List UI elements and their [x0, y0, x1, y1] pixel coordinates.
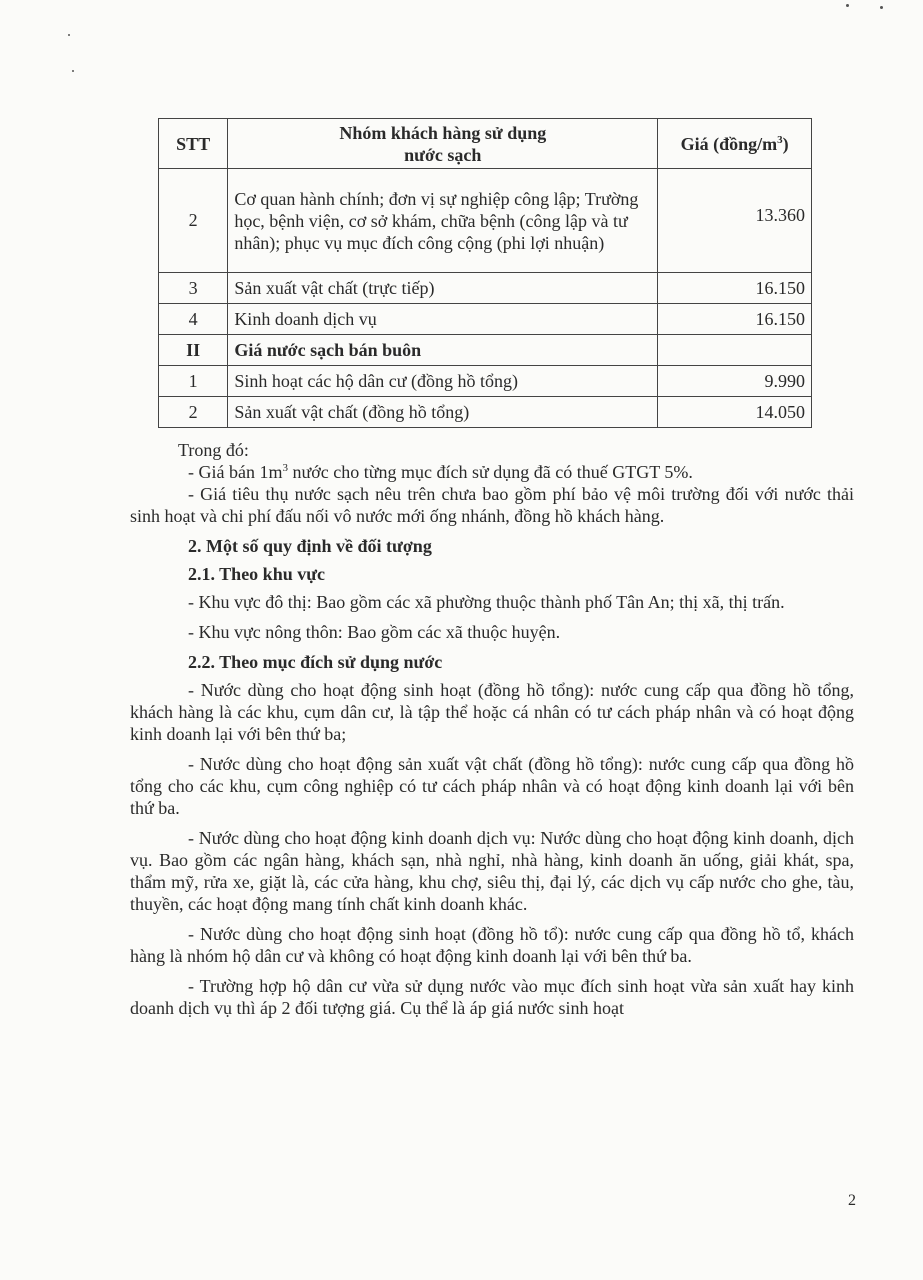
document-body: [130, 439, 854, 1019]
paragraph-mixed-use: - Trường hợp hộ dân cư vừa sử dụng nước vào mục đích sinh hoạt vừa sản xuất hay kinh doanh dịch vụ thì áp 2 đối tượng giá. Cụ thể là áp giá nước sinh hoạt: [130, 976, 854, 1018]
water-price-table: [158, 118, 812, 428]
paragraph-business-service: - Nước dùng cho hoạt động kinh doanh dịch vụ: Nước dùng cho hoạt động kinh doanh, dịch vụ. Bao gồm các ngân hàng, khách sạn, nhà nghỉ, nhà hàng, kinh doanh ăn uống, giải khát, spa, thẩm mỹ, rửa xe, giặt là, các cửa hàng, khu chợ, siêu thị, đại lý, các dịch vụ cấp nước cho ghe, tàu, thuyền, các hoạt động mang tính chất kinh doanh khác.: [130, 828, 854, 914]
note-vat-a: - Giá bán 1m: [188, 462, 283, 482]
header-stt: STT: [159, 119, 228, 169]
row-price: 16.150: [658, 273, 812, 304]
row-stt: 4: [159, 304, 228, 335]
table-row: [159, 273, 812, 304]
table-row: [159, 304, 812, 335]
row-price: 9.990: [658, 366, 812, 397]
table-row: [159, 169, 812, 273]
paragraph-rural-area: - Khu vực nông thôn: Bao gồm các xã thuộc huyện.: [188, 622, 561, 642]
row-name: Sản xuất vật chất (đồng hồ tổng): [228, 397, 658, 428]
header-group-line2: nước sạch: [404, 144, 482, 165]
row-price: 13.360: [658, 169, 812, 273]
notes-intro: Trong đó:: [178, 440, 249, 460]
scan-speck: [880, 6, 883, 9]
row-name: Kinh doanh dịch vụ: [228, 304, 658, 335]
header-price-sup: 3: [777, 133, 783, 146]
table-section-row: [159, 335, 812, 366]
header-customer-group: [228, 119, 658, 169]
section-heading-2: 2. Một số quy định về đối tượng: [188, 536, 432, 556]
paragraph-production-meter: - Nước dùng cho hoạt động sản xuất vật chất (đồng hồ tổng): nước cung cấp qua đồng hồ tổng cho các khu, cụm công nghiệp có tư cách pháp nhân và có hoạt động kinh doanh lại với bên thứ ba.: [130, 754, 854, 818]
row-stt: 2: [159, 397, 228, 428]
note-vat-b: nước cho từng mục đích sử dụng đã có thuế GTGT 5%.: [287, 462, 693, 482]
page-number: 2: [848, 1192, 856, 1209]
scan-speck: [72, 70, 74, 72]
table-row: [159, 397, 812, 428]
row-name: Giá nước sạch bán buôn: [228, 335, 658, 366]
row-stt: 1: [159, 366, 228, 397]
row-price: 14.050: [658, 397, 812, 428]
note-vat: [130, 461, 854, 483]
header-group-line1: Nhóm khách hàng sử dụng: [339, 122, 547, 143]
header-price-suffix: ): [782, 133, 789, 154]
row-price: 16.150: [658, 304, 812, 335]
row-stt: II: [159, 335, 228, 366]
row-name: Sản xuất vật chất (trực tiếp): [228, 273, 658, 304]
table-row: [159, 366, 812, 397]
note-vat-sup: 3: [282, 462, 288, 474]
row-stt: 2: [159, 169, 228, 273]
row-name: Sinh hoạt các hộ dân cư (đồng hồ tổng): [228, 366, 658, 397]
scan-speck: [68, 34, 70, 36]
row-stt: 3: [159, 273, 228, 304]
paragraph-group-meter: - Nước dùng cho hoạt động sinh hoạt (đồng hồ tổ): nước cung cấp qua đồng hồ tổ, khách hàng là nhóm hộ dân cư và không có hoạt động kinh doanh lại với bên thứ ba.: [130, 924, 854, 966]
section-heading-2-2: 2.2. Theo mục đích sử dụng nước: [188, 652, 443, 672]
section-heading-2-1: 2.1. Theo khu vực: [188, 564, 326, 584]
header-price-prefix: Giá (đồng/m: [680, 133, 778, 154]
row-name: Cơ quan hành chính; đơn vị sự nghiệp công lập; Trường học, bệnh viện, cơ sở khám, chữa bệnh (công lập và tư nhân); phục vụ mục đích công cộng (phi lợi nhuận): [228, 169, 658, 273]
paragraph-urban-area: - Khu vực đô thị: Bao gồm các xã phường thuộc thành phố Tân An; thị xã, thị trấn.: [188, 592, 785, 612]
row-price: [658, 335, 812, 366]
header-price: [658, 119, 812, 169]
paragraph-household-meter: - Nước dùng cho hoạt động sinh hoạt (đồng hồ tổng): nước cung cấp qua đồng hồ tổng, khách hàng là các khu, cụm dân cư, là tập thể hoặc cá nhân có tư cách pháp nhân và có hoạt động kinh doanh lại với bên thứ ba;: [130, 680, 854, 744]
scan-speck: [846, 4, 849, 7]
table-header-row: [159, 119, 812, 169]
note-fees: - Giá tiêu thụ nước sạch nêu trên chưa bao gồm phí bảo vệ môi trường đối với nước thải sinh hoạt và chi phí đấu nối vô nước mới ống nhánh, đồng hồ khách hàng.: [130, 484, 854, 526]
